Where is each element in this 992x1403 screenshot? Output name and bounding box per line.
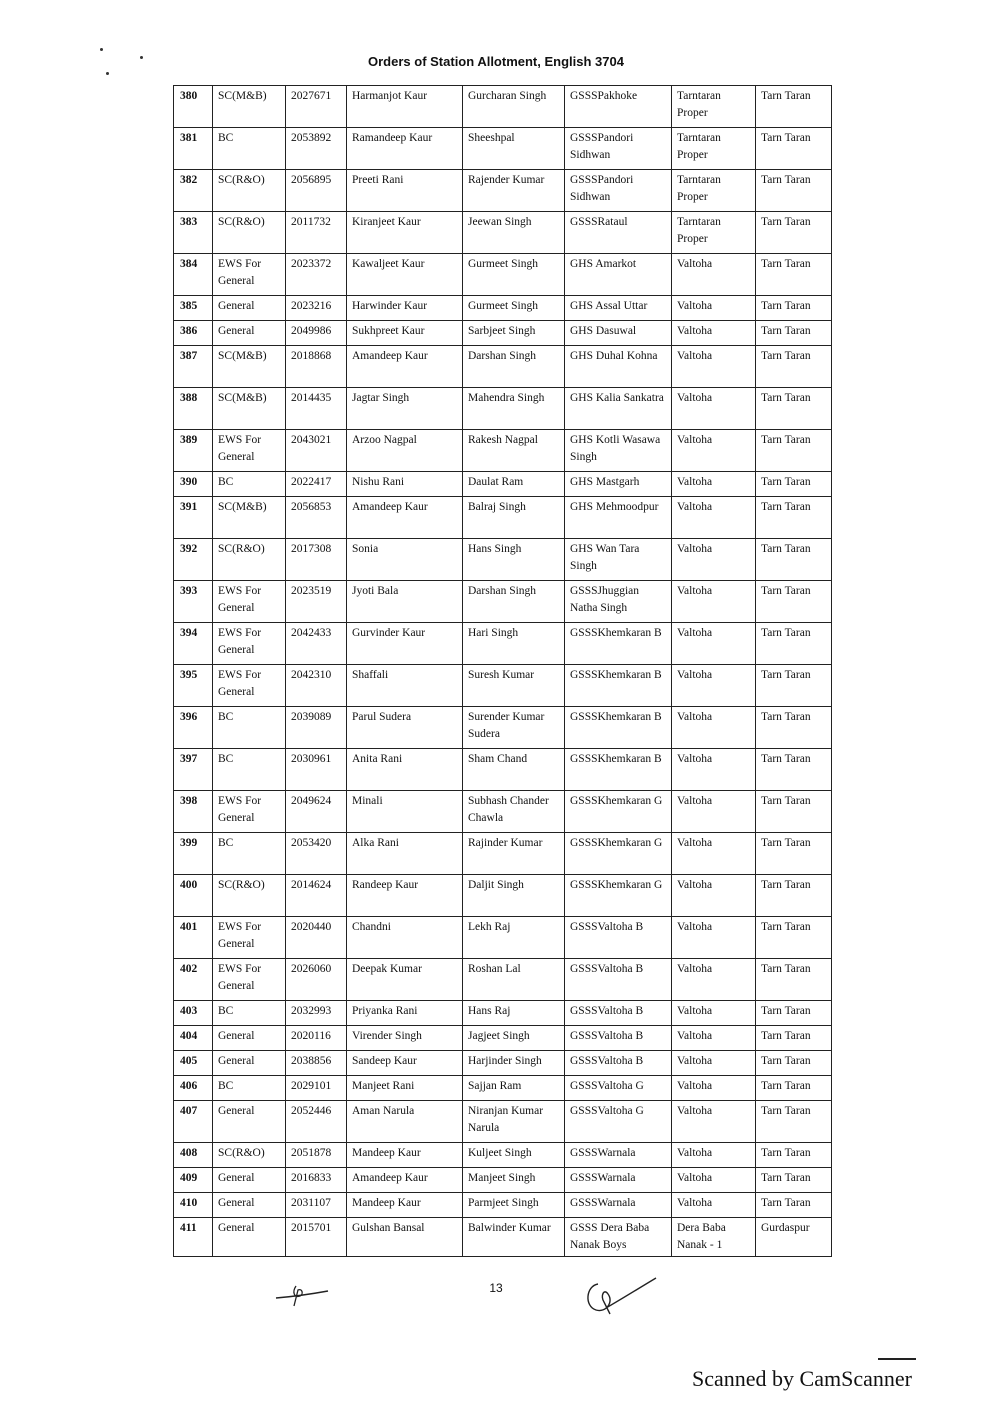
table-row bbox=[174, 581, 832, 623]
sr-no-cell: 396 bbox=[174, 707, 213, 749]
category-cell: BC bbox=[213, 128, 286, 170]
block-cell: Valtoha bbox=[672, 296, 756, 321]
roll-no-cell: 2014624 bbox=[286, 875, 347, 917]
roll-no-cell: 2023519 bbox=[286, 581, 347, 623]
category-cell: EWS For General bbox=[213, 791, 286, 833]
table-row bbox=[174, 1101, 832, 1143]
block-cell: Valtoha bbox=[672, 665, 756, 707]
father-name-cell: Harjinder Singh bbox=[463, 1051, 565, 1076]
category-cell: BC bbox=[213, 1001, 286, 1026]
category-cell: EWS For General bbox=[213, 665, 286, 707]
school-cell: GSSSRataul bbox=[565, 212, 672, 254]
table-row bbox=[174, 665, 832, 707]
district-cell: Tarn Taran bbox=[756, 1101, 832, 1143]
category-cell: General bbox=[213, 1051, 286, 1076]
sr-no-cell: 409 bbox=[174, 1168, 213, 1193]
candidate-name-cell: Minali bbox=[347, 791, 463, 833]
district-cell: Tarn Taran bbox=[756, 581, 832, 623]
school-cell: GSSSKhemkaran G bbox=[565, 791, 672, 833]
school-cell: GSSSKhemkaran G bbox=[565, 875, 672, 917]
block-cell: Valtoha bbox=[672, 581, 756, 623]
block-cell: Valtoha bbox=[672, 497, 756, 539]
category-cell: EWS For General bbox=[213, 581, 286, 623]
district-cell: Tarn Taran bbox=[756, 321, 832, 346]
block-cell: Valtoha bbox=[672, 833, 756, 875]
candidate-name-cell: Ramandeep Kaur bbox=[347, 128, 463, 170]
table-row bbox=[174, 212, 832, 254]
school-cell: GSSSValtoha G bbox=[565, 1076, 672, 1101]
district-cell: Tarn Taran bbox=[756, 1076, 832, 1101]
candidate-name-cell: Anita Rani bbox=[347, 749, 463, 791]
candidate-name-cell: Amandeep Kaur bbox=[347, 497, 463, 539]
roll-no-cell: 2051878 bbox=[286, 1143, 347, 1168]
category-cell: BC bbox=[213, 472, 286, 497]
sr-no-cell: 411 bbox=[174, 1218, 213, 1257]
block-cell: Valtoha bbox=[672, 1051, 756, 1076]
sr-no-cell: 399 bbox=[174, 833, 213, 875]
father-name-cell: Hans Singh bbox=[463, 539, 565, 581]
category-cell: SC(R&O) bbox=[213, 212, 286, 254]
table-row bbox=[174, 430, 832, 472]
page-number: 13 bbox=[489, 1281, 503, 1295]
sr-no-cell: 384 bbox=[174, 254, 213, 296]
candidate-name-cell: Manjeet Rani bbox=[347, 1076, 463, 1101]
sr-no-cell: 389 bbox=[174, 430, 213, 472]
district-cell: Tarn Taran bbox=[756, 388, 832, 430]
roll-no-cell: 2039089 bbox=[286, 707, 347, 749]
table-row bbox=[174, 170, 832, 212]
sr-no-cell: 403 bbox=[174, 1001, 213, 1026]
category-cell: General bbox=[213, 1193, 286, 1218]
table-row bbox=[174, 875, 832, 917]
category-cell: BC bbox=[213, 833, 286, 875]
roll-no-cell: 2014435 bbox=[286, 388, 347, 430]
district-cell: Tarn Taran bbox=[756, 472, 832, 497]
district-cell: Tarn Taran bbox=[756, 791, 832, 833]
district-cell: Tarn Taran bbox=[756, 1168, 832, 1193]
candidate-name-cell: Jyoti Bala bbox=[347, 581, 463, 623]
candidate-name-cell: Priyanka Rani bbox=[347, 1001, 463, 1026]
father-name-cell: Mahendra Singh bbox=[463, 388, 565, 430]
candidate-name-cell: Harwinder Kaur bbox=[347, 296, 463, 321]
father-name-cell: Jeewan Singh bbox=[463, 212, 565, 254]
category-cell: SC(M&B) bbox=[213, 86, 286, 128]
category-cell: SC(R&O) bbox=[213, 539, 286, 581]
sr-no-cell: 394 bbox=[174, 623, 213, 665]
table-row bbox=[174, 1143, 832, 1168]
school-cell: GSSSPakhoke bbox=[565, 86, 672, 128]
candidate-name-cell: Shaffali bbox=[347, 665, 463, 707]
father-name-cell: Balwinder Kumar bbox=[463, 1218, 565, 1257]
sr-no-cell: 385 bbox=[174, 296, 213, 321]
father-name-cell: Darshan Singh bbox=[463, 346, 565, 388]
table-row bbox=[174, 1001, 832, 1026]
sr-no-cell: 395 bbox=[174, 665, 213, 707]
block-cell: Valtoha bbox=[672, 1168, 756, 1193]
block-cell: Tarntaran Proper bbox=[672, 86, 756, 128]
table-row bbox=[174, 749, 832, 791]
district-cell: Tarn Taran bbox=[756, 497, 832, 539]
father-name-cell: Hans Raj bbox=[463, 1001, 565, 1026]
father-name-cell: Niranjan Kumar Narula bbox=[463, 1101, 565, 1143]
school-cell: GSSSValtoha B bbox=[565, 917, 672, 959]
school-cell: GHS Amarkot bbox=[565, 254, 672, 296]
table-row bbox=[174, 623, 832, 665]
sr-no-cell: 392 bbox=[174, 539, 213, 581]
sr-no-cell: 383 bbox=[174, 212, 213, 254]
category-cell: EWS For General bbox=[213, 623, 286, 665]
table-row bbox=[174, 1193, 832, 1218]
block-cell: Valtoha bbox=[672, 1101, 756, 1143]
school-cell: GSSSValtoha B bbox=[565, 1001, 672, 1026]
block-cell: Valtoha bbox=[672, 472, 756, 497]
father-name-cell: Sham Chand bbox=[463, 749, 565, 791]
father-name-cell: Parmjeet Singh bbox=[463, 1193, 565, 1218]
category-cell: General bbox=[213, 1218, 286, 1257]
block-cell: Tarntaran Proper bbox=[672, 128, 756, 170]
category-cell: SC(M&B) bbox=[213, 388, 286, 430]
sr-no-cell: 393 bbox=[174, 581, 213, 623]
allotment-table bbox=[173, 85, 832, 1257]
roll-no-cell: 2053420 bbox=[286, 833, 347, 875]
district-cell: Tarn Taran bbox=[756, 1051, 832, 1076]
category-cell: EWS For General bbox=[213, 959, 286, 1001]
category-cell: BC bbox=[213, 707, 286, 749]
category-cell: BC bbox=[213, 749, 286, 791]
roll-no-cell: 2042310 bbox=[286, 665, 347, 707]
table-row bbox=[174, 296, 832, 321]
block-cell: Valtoha bbox=[672, 707, 756, 749]
district-cell: Tarn Taran bbox=[756, 212, 832, 254]
district-cell: Tarn Taran bbox=[756, 296, 832, 321]
district-cell: Tarn Taran bbox=[756, 1143, 832, 1168]
table-row bbox=[174, 472, 832, 497]
roll-no-cell: 2015701 bbox=[286, 1218, 347, 1257]
category-cell: General bbox=[213, 1101, 286, 1143]
school-cell: GSSSKhemkaran B bbox=[565, 707, 672, 749]
district-cell: Tarn Taran bbox=[756, 1193, 832, 1218]
candidate-name-cell: Randeep Kaur bbox=[347, 875, 463, 917]
block-cell: Tarntaran Proper bbox=[672, 170, 756, 212]
roll-no-cell: 2038856 bbox=[286, 1051, 347, 1076]
district-cell: Tarn Taran bbox=[756, 86, 832, 128]
sr-no-cell: 400 bbox=[174, 875, 213, 917]
sr-no-cell: 410 bbox=[174, 1193, 213, 1218]
roll-no-cell: 2056895 bbox=[286, 170, 347, 212]
district-cell: Tarn Taran bbox=[756, 959, 832, 1001]
roll-no-cell: 2018868 bbox=[286, 346, 347, 388]
candidate-name-cell: Mandeep Kaur bbox=[347, 1143, 463, 1168]
roll-no-cell: 2017308 bbox=[286, 539, 347, 581]
table-row bbox=[174, 791, 832, 833]
district-cell: Tarn Taran bbox=[756, 128, 832, 170]
roll-no-cell: 2022417 bbox=[286, 472, 347, 497]
roll-no-cell: 2023372 bbox=[286, 254, 347, 296]
table-row bbox=[174, 1218, 832, 1257]
sr-no-cell: 398 bbox=[174, 791, 213, 833]
school-cell: GHS Mehmoodpur bbox=[565, 497, 672, 539]
candidate-name-cell: Gurvinder Kaur bbox=[347, 623, 463, 665]
roll-no-cell: 2020116 bbox=[286, 1026, 347, 1051]
father-name-cell: Roshan Lal bbox=[463, 959, 565, 1001]
category-cell: General bbox=[213, 321, 286, 346]
sr-no-cell: 391 bbox=[174, 497, 213, 539]
school-cell: GHS Duhal Kohna bbox=[565, 346, 672, 388]
roll-no-cell: 2011732 bbox=[286, 212, 347, 254]
school-cell: GHS Dasuwal bbox=[565, 321, 672, 346]
roll-no-cell: 2042433 bbox=[286, 623, 347, 665]
candidate-name-cell: Sonia bbox=[347, 539, 463, 581]
candidate-name-cell: Deepak Kumar bbox=[347, 959, 463, 1001]
block-cell: Valtoha bbox=[672, 388, 756, 430]
block-cell: Valtoha bbox=[672, 1026, 756, 1051]
table-row bbox=[174, 1076, 832, 1101]
roll-no-cell: 2049624 bbox=[286, 791, 347, 833]
candidate-name-cell: Parul Sudera bbox=[347, 707, 463, 749]
sr-no-cell: 397 bbox=[174, 749, 213, 791]
sr-no-cell: 390 bbox=[174, 472, 213, 497]
candidate-name-cell: Sukhpreet Kaur bbox=[347, 321, 463, 346]
father-name-cell: Sheeshpal bbox=[463, 128, 565, 170]
block-cell: Valtoha bbox=[672, 430, 756, 472]
district-cell: Tarn Taran bbox=[756, 623, 832, 665]
category-cell: SC(R&O) bbox=[213, 1143, 286, 1168]
category-cell: SC(R&O) bbox=[213, 170, 286, 212]
district-cell: Tarn Taran bbox=[756, 833, 832, 875]
table-row bbox=[174, 539, 832, 581]
block-cell: Valtoha bbox=[672, 959, 756, 1001]
father-name-cell: Surender Kumar Sudera bbox=[463, 707, 565, 749]
roll-no-cell: 2027671 bbox=[286, 86, 347, 128]
category-cell: BC bbox=[213, 1076, 286, 1101]
school-cell: GSSSKhemkaran B bbox=[565, 749, 672, 791]
candidate-name-cell: Kawaljeet Kaur bbox=[347, 254, 463, 296]
school-cell: GSSSValtoha B bbox=[565, 959, 672, 1001]
watermark-bar bbox=[878, 1358, 916, 1360]
table-row bbox=[174, 917, 832, 959]
block-cell: Valtoha bbox=[672, 749, 756, 791]
category-cell: General bbox=[213, 1026, 286, 1051]
block-cell: Tarntaran Proper bbox=[672, 212, 756, 254]
candidate-name-cell: Arzoo Nagpal bbox=[347, 430, 463, 472]
table-body bbox=[174, 86, 832, 1257]
table-row bbox=[174, 497, 832, 539]
school-cell: GSSSKhemkaran B bbox=[565, 665, 672, 707]
block-cell: Valtoha bbox=[672, 321, 756, 346]
district-cell: Tarn Taran bbox=[756, 1001, 832, 1026]
table-row bbox=[174, 86, 832, 128]
father-name-cell: Darshan Singh bbox=[463, 581, 565, 623]
roll-no-cell: 2032993 bbox=[286, 1001, 347, 1026]
block-cell: Valtoha bbox=[672, 623, 756, 665]
school-cell: GSSSKhemkaran B bbox=[565, 623, 672, 665]
district-cell: Gurdaspur bbox=[756, 1218, 832, 1257]
candidate-name-cell: Kiranjeet Kaur bbox=[347, 212, 463, 254]
school-cell: GHS Kalia Sankatra bbox=[565, 388, 672, 430]
school-cell: GHS Mastgarh bbox=[565, 472, 672, 497]
school-cell: GSSSValtoha G bbox=[565, 1101, 672, 1143]
father-name-cell: Suresh Kumar bbox=[463, 665, 565, 707]
category-cell: EWS For General bbox=[213, 430, 286, 472]
table-row bbox=[174, 1026, 832, 1051]
category-cell: SC(M&B) bbox=[213, 346, 286, 388]
school-cell: GSSS Dera Baba Nanak Boys bbox=[565, 1218, 672, 1257]
block-cell: Valtoha bbox=[672, 346, 756, 388]
sr-no-cell: 404 bbox=[174, 1026, 213, 1051]
candidate-name-cell: Virender Singh bbox=[347, 1026, 463, 1051]
candidate-name-cell: Amandeep Kaur bbox=[347, 1168, 463, 1193]
father-name-cell: Daulat Ram bbox=[463, 472, 565, 497]
candidate-name-cell: Alka Rani bbox=[347, 833, 463, 875]
candidate-name-cell: Preeti Rani bbox=[347, 170, 463, 212]
sr-no-cell: 382 bbox=[174, 170, 213, 212]
roll-no-cell: 2026060 bbox=[286, 959, 347, 1001]
block-cell: Valtoha bbox=[672, 1001, 756, 1026]
candidate-name-cell: Amandeep Kaur bbox=[347, 346, 463, 388]
district-cell: Tarn Taran bbox=[756, 539, 832, 581]
table-row bbox=[174, 959, 832, 1001]
table-row bbox=[174, 833, 832, 875]
father-name-cell: Rakesh Nagpal bbox=[463, 430, 565, 472]
roll-no-cell: 2023216 bbox=[286, 296, 347, 321]
candidate-name-cell: Chandni bbox=[347, 917, 463, 959]
school-cell: GHS Wan Tara Singh bbox=[565, 539, 672, 581]
father-name-cell: Manjeet Singh bbox=[463, 1168, 565, 1193]
scanner-watermark: Scanned by CamScanner bbox=[692, 1366, 912, 1391]
roll-no-cell: 2031107 bbox=[286, 1193, 347, 1218]
block-cell: Valtoha bbox=[672, 1076, 756, 1101]
father-name-cell: Rajinder Kumar bbox=[463, 833, 565, 875]
school-cell: GSSSValtoha B bbox=[565, 1051, 672, 1076]
block-cell: Valtoha bbox=[672, 1193, 756, 1218]
district-cell: Tarn Taran bbox=[756, 917, 832, 959]
table-row bbox=[174, 321, 832, 346]
table-row bbox=[174, 1168, 832, 1193]
candidate-name-cell: Sandeep Kaur bbox=[347, 1051, 463, 1076]
roll-no-cell: 2049986 bbox=[286, 321, 347, 346]
table-row bbox=[174, 1051, 832, 1076]
roll-no-cell: 2029101 bbox=[286, 1076, 347, 1101]
school-cell: GHS Kotli Wasawa Singh bbox=[565, 430, 672, 472]
candidate-name-cell: Jagtar Singh bbox=[347, 388, 463, 430]
block-cell: Valtoha bbox=[672, 917, 756, 959]
category-cell: EWS For General bbox=[213, 917, 286, 959]
roll-no-cell: 2043021 bbox=[286, 430, 347, 472]
school-cell: GHS Assal Uttar bbox=[565, 296, 672, 321]
block-cell: Valtoha bbox=[672, 539, 756, 581]
candidate-name-cell: Mandeep Kaur bbox=[347, 1193, 463, 1218]
district-cell: Tarn Taran bbox=[756, 749, 832, 791]
category-cell: EWS For General bbox=[213, 254, 286, 296]
district-cell: Tarn Taran bbox=[756, 254, 832, 296]
district-cell: Tarn Taran bbox=[756, 665, 832, 707]
school-cell: GSSSWarnala bbox=[565, 1193, 672, 1218]
block-cell: Valtoha bbox=[672, 791, 756, 833]
roll-no-cell: 2053892 bbox=[286, 128, 347, 170]
sr-no-cell: 386 bbox=[174, 321, 213, 346]
school-cell: GSSSValtoha B bbox=[565, 1026, 672, 1051]
school-cell: GSSSPandori Sidhwan bbox=[565, 128, 672, 170]
page-title: Orders of Station Allotment, English 3704 bbox=[368, 54, 624, 69]
father-name-cell: Lekh Raj bbox=[463, 917, 565, 959]
block-cell: Valtoha bbox=[672, 254, 756, 296]
district-cell: Tarn Taran bbox=[756, 430, 832, 472]
category-cell: General bbox=[213, 296, 286, 321]
table-row bbox=[174, 388, 832, 430]
table-row bbox=[174, 128, 832, 170]
sr-no-cell: 381 bbox=[174, 128, 213, 170]
sr-no-cell: 388 bbox=[174, 388, 213, 430]
father-name-cell: Balraj Singh bbox=[463, 497, 565, 539]
father-name-cell: Daljit Singh bbox=[463, 875, 565, 917]
roll-no-cell: 2052446 bbox=[286, 1101, 347, 1143]
block-cell: Valtoha bbox=[672, 875, 756, 917]
roll-no-cell: 2056853 bbox=[286, 497, 347, 539]
school-cell: GSSSPandori Sidhwan bbox=[565, 170, 672, 212]
school-cell: GSSSWarnala bbox=[565, 1143, 672, 1168]
sr-no-cell: 401 bbox=[174, 917, 213, 959]
sr-no-cell: 387 bbox=[174, 346, 213, 388]
district-cell: Tarn Taran bbox=[756, 1026, 832, 1051]
district-cell: Tarn Taran bbox=[756, 170, 832, 212]
father-name-cell: Sarbjeet Singh bbox=[463, 321, 565, 346]
category-cell: General bbox=[213, 1168, 286, 1193]
father-name-cell: Jagjeet Singh bbox=[463, 1026, 565, 1051]
sr-no-cell: 402 bbox=[174, 959, 213, 1001]
father-name-cell: Sajjan Ram bbox=[463, 1076, 565, 1101]
block-cell: Valtoha bbox=[672, 1143, 756, 1168]
candidate-name-cell: Aman Narula bbox=[347, 1101, 463, 1143]
candidate-name-cell: Gulshan Bansal bbox=[347, 1218, 463, 1257]
father-name-cell: Kuljeet Singh bbox=[463, 1143, 565, 1168]
roll-no-cell: 2016833 bbox=[286, 1168, 347, 1193]
candidate-name-cell: Nishu Rani bbox=[347, 472, 463, 497]
table-row bbox=[174, 707, 832, 749]
block-cell: Dera Baba Nanak - 1 bbox=[672, 1218, 756, 1257]
roll-no-cell: 2030961 bbox=[286, 749, 347, 791]
father-name-cell: Hari Singh bbox=[463, 623, 565, 665]
school-cell: GSSSJhuggian Natha Singh bbox=[565, 581, 672, 623]
candidate-name-cell: Harmanjot Kaur bbox=[347, 86, 463, 128]
sr-no-cell: 407 bbox=[174, 1101, 213, 1143]
sr-no-cell: 380 bbox=[174, 86, 213, 128]
sr-no-cell: 406 bbox=[174, 1076, 213, 1101]
father-name-cell: Gurmeet Singh bbox=[463, 296, 565, 321]
district-cell: Tarn Taran bbox=[756, 707, 832, 749]
table-row bbox=[174, 346, 832, 388]
category-cell: SC(R&O) bbox=[213, 875, 286, 917]
father-name-cell: Rajender Kumar bbox=[463, 170, 565, 212]
father-name-cell: Gurcharan Singh bbox=[463, 86, 565, 128]
father-name-cell: Subhash Chander Chawla bbox=[463, 791, 565, 833]
father-name-cell: Gurmeet Singh bbox=[463, 254, 565, 296]
sr-no-cell: 408 bbox=[174, 1143, 213, 1168]
district-cell: Tarn Taran bbox=[756, 346, 832, 388]
school-cell: GSSSKhemkaran G bbox=[565, 833, 672, 875]
roll-no-cell: 2020440 bbox=[286, 917, 347, 959]
category-cell: SC(M&B) bbox=[213, 497, 286, 539]
sr-no-cell: 405 bbox=[174, 1051, 213, 1076]
school-cell: GSSSWarnala bbox=[565, 1168, 672, 1193]
table-row bbox=[174, 254, 832, 296]
signature-right bbox=[580, 1270, 660, 1320]
district-cell: Tarn Taran bbox=[756, 875, 832, 917]
